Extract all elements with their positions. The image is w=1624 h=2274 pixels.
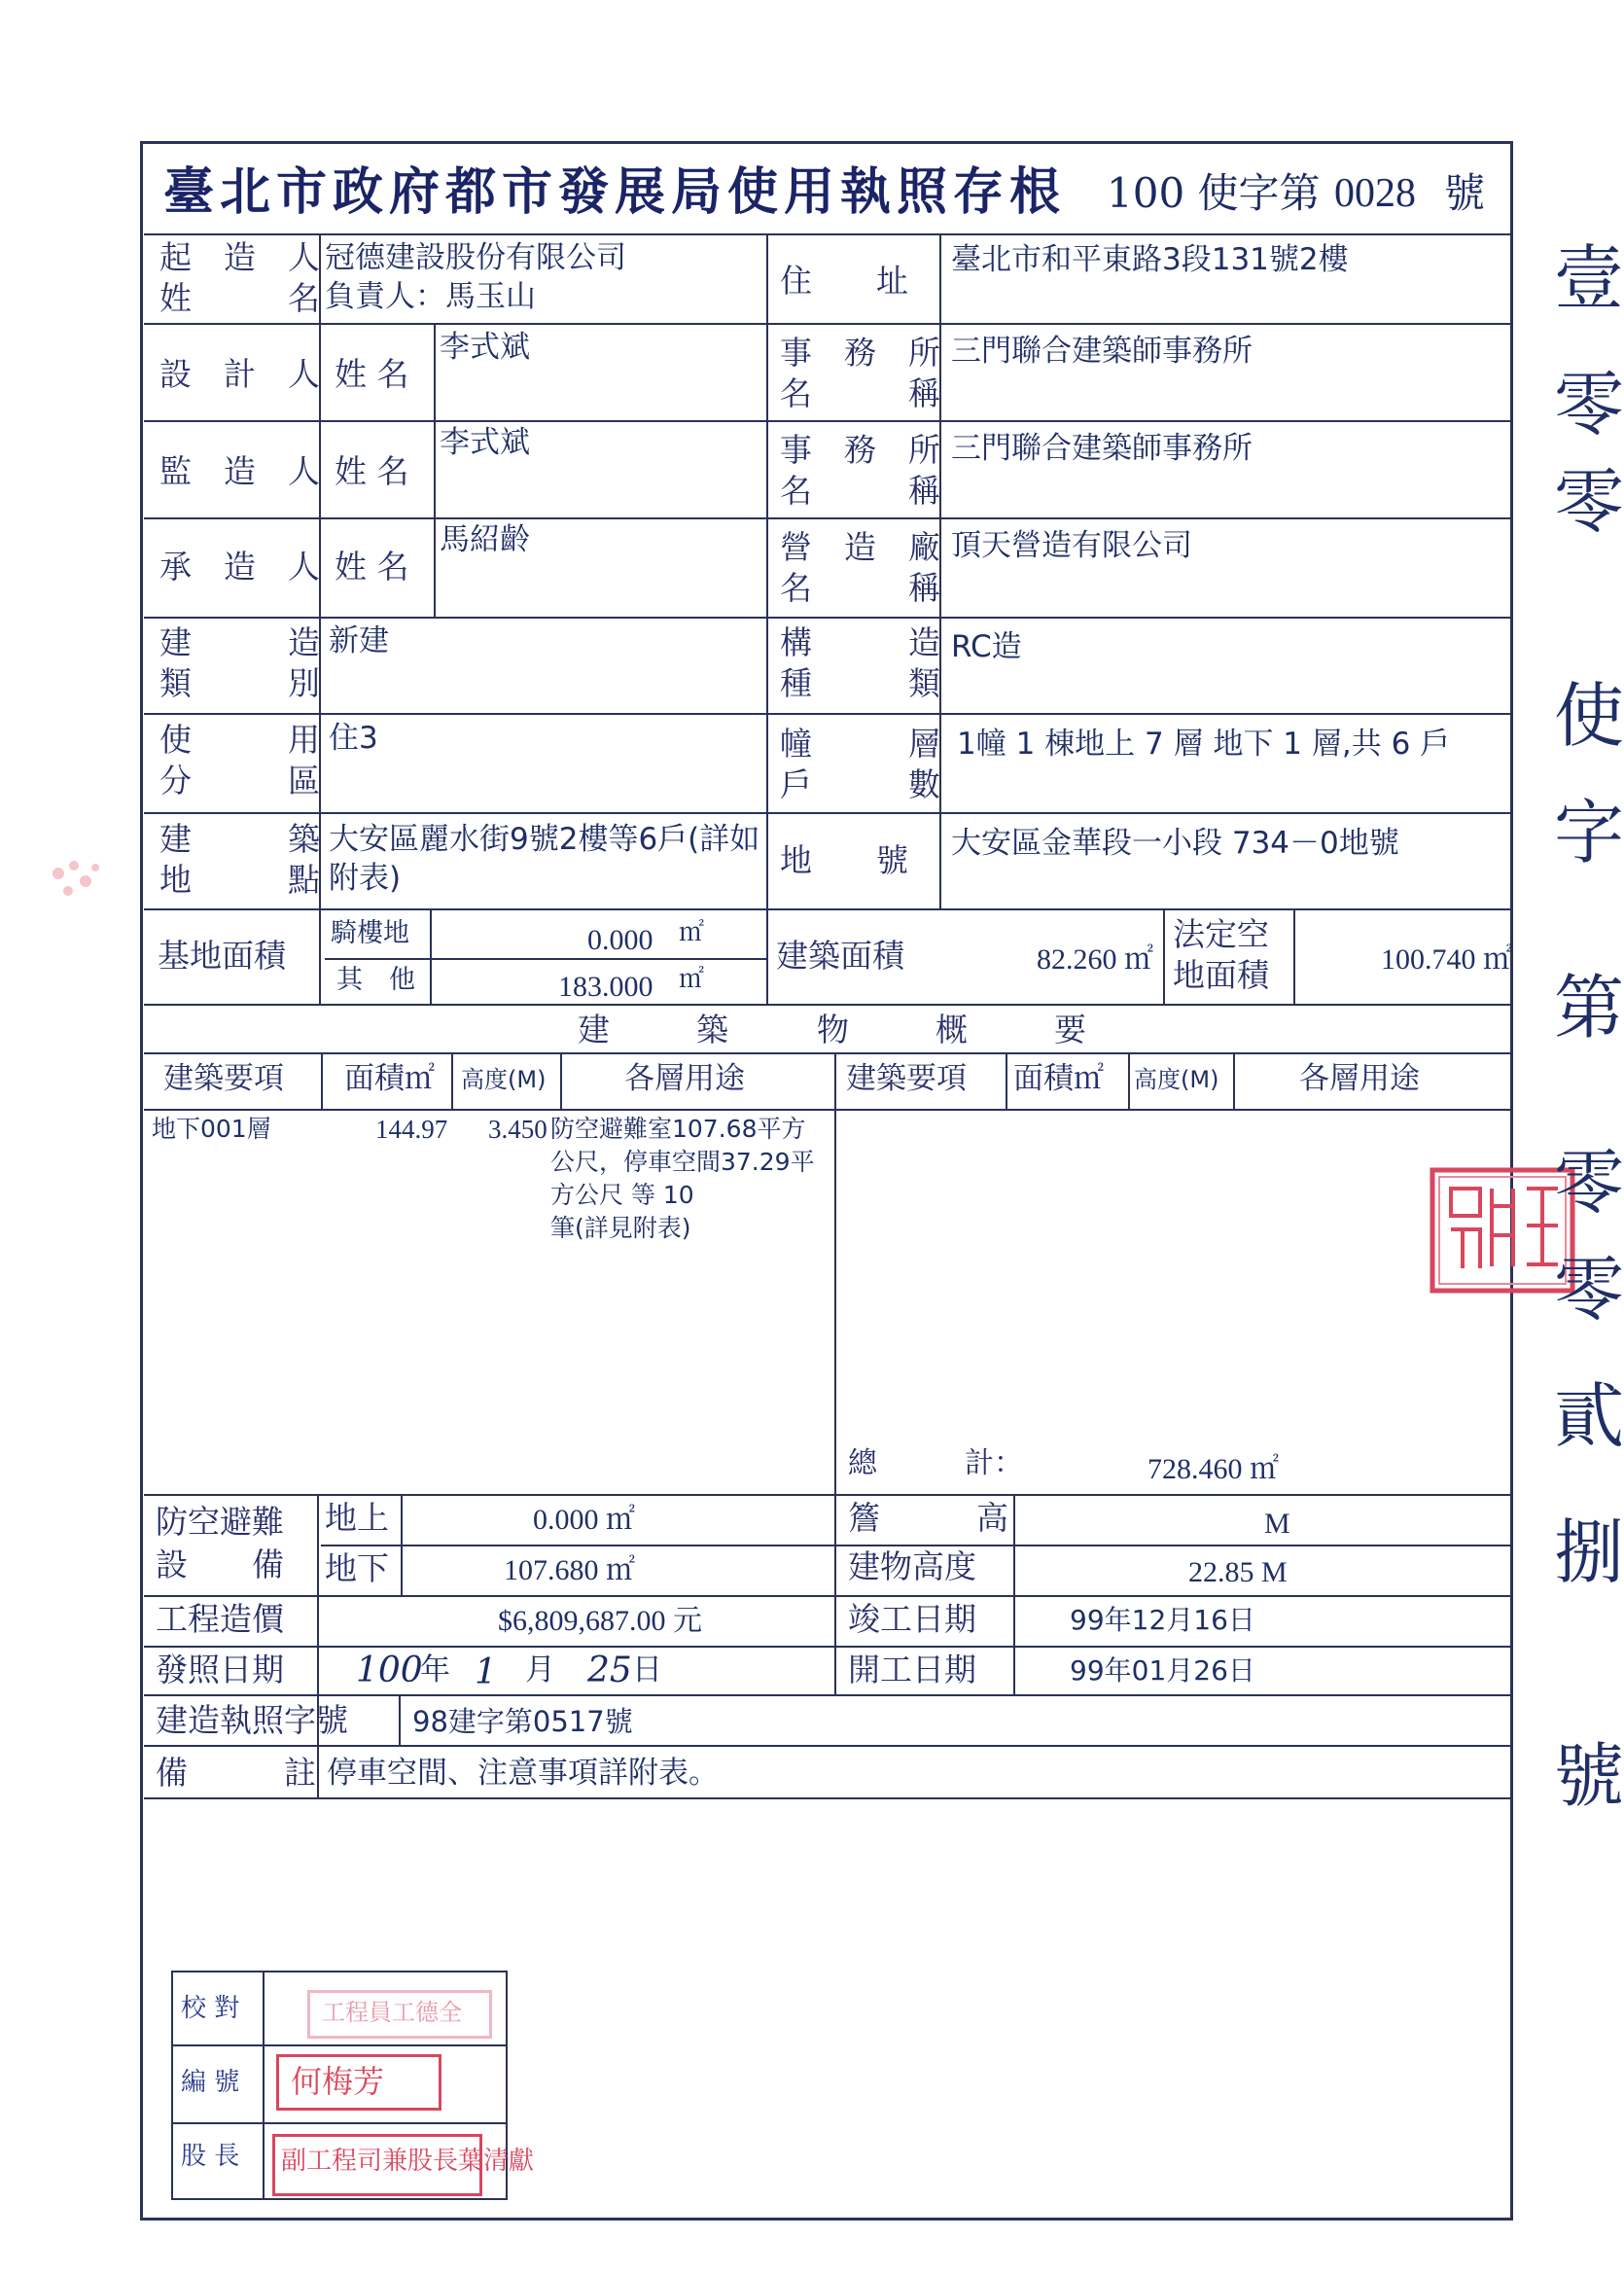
rule: [144, 1797, 1513, 1799]
rule: [560, 1052, 562, 1109]
site-address-line1: 大安區麗水街9號2樓等6戶(詳如: [329, 822, 760, 857]
column-header: 各層用途: [624, 1061, 745, 1096]
rule: [399, 1694, 401, 1745]
rule: [144, 1694, 1513, 1696]
other-unit: ㎡: [679, 965, 705, 993]
completion-label: 竣工日期: [848, 1600, 976, 1638]
rule: [171, 2122, 508, 2124]
lot-number: 大安區金華段一小段 734－0地號: [951, 826, 1399, 861]
rule: [144, 1745, 1513, 1747]
permit-value: 98建字第0517號: [412, 1705, 633, 1738]
eave-height-value: M: [1264, 1508, 1290, 1540]
cost-value: $6,809,687.00 元: [498, 1605, 702, 1637]
signoff-label-chief: 股 長: [181, 2142, 240, 2171]
rule: [1293, 908, 1295, 1004]
arcade-label: 騎樓地: [331, 918, 409, 948]
designer-label: 設 計 人: [159, 355, 320, 393]
margin-char: 捌: [1554, 1511, 1624, 1593]
supervisor-office-label-2: 名 稱: [780, 472, 940, 510]
rule: [834, 1494, 836, 1694]
other-label: 其 他: [336, 965, 415, 995]
construction-type-label-1: 建 造: [159, 623, 320, 661]
smudge-mark: [39, 844, 117, 912]
floor-height: 3.450: [488, 1115, 547, 1144]
supervisor-name: 李式斌: [440, 425, 530, 460]
contractor-firm-label-2: 名 稱: [780, 569, 940, 607]
arcade-unit: ㎡: [679, 918, 705, 946]
summary-heading-3: 物: [817, 1011, 849, 1048]
margin-char: 零: [1554, 1249, 1624, 1331]
margin-char: 零: [1554, 364, 1624, 445]
column-header: 建築要項: [846, 1061, 967, 1096]
rule: [144, 517, 1513, 519]
construction-type: 新建: [329, 623, 389, 658]
site-label-1: 建 築: [159, 820, 320, 858]
margin-char: 壹: [1554, 237, 1624, 319]
floor-area: 144.97: [375, 1115, 448, 1144]
rule: [1233, 1052, 1235, 1109]
summary-heading-4: 概: [936, 1011, 968, 1048]
rule: [325, 958, 767, 960]
permit-number-suffix: 號: [1444, 169, 1486, 217]
start-date: 99年01月26日: [1070, 1654, 1255, 1687]
number-stamp-text: 何梅芳: [291, 2063, 385, 2100]
margin-char: 號: [1554, 1735, 1624, 1817]
owner-label-2: 姓 名: [159, 279, 320, 317]
margin-char: 第: [1554, 967, 1624, 1048]
margin-char: 使: [1554, 675, 1624, 757]
rule: [317, 1494, 319, 1797]
rule: [1163, 908, 1165, 1004]
column-header: 高度(M): [461, 1066, 547, 1093]
owner-address: 臺北市和平東路3段131號2樓: [951, 242, 1349, 277]
shelter-label-2: 設 備: [156, 1546, 284, 1583]
issue-month: 1: [475, 1652, 497, 1692]
structure-label-2: 種 類: [780, 664, 940, 702]
chief-stamp-text: 副工程司兼股長葉清獻: [281, 2147, 535, 2176]
rule: [434, 323, 436, 617]
rule: [834, 1052, 836, 1494]
contractor-name: 馬紹齡: [440, 522, 530, 557]
rule: [766, 233, 768, 1004]
zone-label-2: 分 區: [159, 762, 320, 799]
floor-use-line: 筆(詳見附表): [550, 1214, 691, 1242]
rule: [430, 908, 432, 1004]
building-height-label: 建物高度: [848, 1547, 976, 1585]
rule: [144, 1494, 1513, 1496]
issue-year: 100: [356, 1651, 423, 1690]
margin-char: 零: [1554, 1142, 1624, 1224]
issue-date-label: 發照日期: [156, 1651, 284, 1688]
supervisor-name-label: 姓 名: [335, 452, 409, 490]
arcade-value: 0.000: [587, 924, 653, 956]
building-count: 1幢 1 棟地上 7 層 地下 1 層,共 6 戶: [957, 727, 1451, 762]
open-area-label-2: 地面積: [1173, 956, 1269, 994]
building-height-value: 22.85 M: [1188, 1556, 1288, 1588]
supervisor-office-label-1: 事 務 所: [780, 431, 940, 469]
column-header: 各層用途: [1299, 1061, 1420, 1096]
rule: [836, 1545, 1513, 1546]
summary-heading-1: 建: [578, 1011, 610, 1048]
floor-use-line: 公尺，停車空間37.29平: [550, 1148, 815, 1176]
rule: [321, 1052, 323, 1109]
designer-office-label-1: 事 務 所: [780, 334, 940, 372]
rule: [144, 1004, 1513, 1006]
open-area-label-1: 法定空: [1173, 915, 1269, 953]
chief-stamp: [272, 2134, 535, 2196]
open-area-value: 100.740 ㎡: [1381, 943, 1512, 976]
rule: [144, 323, 1513, 325]
remarks-label: 備 註: [156, 1754, 316, 1792]
summary-heading-2: 築: [696, 1011, 728, 1048]
zone-value: 住3: [329, 721, 378, 756]
owner-label-1: 起 造 人: [159, 238, 320, 276]
number-stamp: [276, 2054, 441, 2111]
contractor-label: 承 造 人: [159, 548, 320, 586]
rule: [1128, 1052, 1130, 1109]
shelter-below-value: 107.680 ㎡: [504, 1554, 635, 1586]
structure-type: RC造: [951, 629, 1022, 664]
rule: [144, 1052, 1513, 1054]
rule: [1013, 1494, 1015, 1694]
count-label-1: 幢 層: [780, 725, 940, 763]
rule: [144, 617, 1513, 619]
column-header: 建築要項: [163, 1061, 284, 1096]
total-label: 總 計：: [848, 1446, 1023, 1480]
column-header: 高度(M): [1134, 1066, 1219, 1093]
permit-label: 建造執照字號: [156, 1701, 348, 1739]
issue-day-suffix: 日: [632, 1652, 662, 1688]
site-address-line2: 附表): [329, 861, 402, 896]
contractor-firm: 頂天營造有限公司: [951, 528, 1192, 563]
contractor-name-label: 姓 名: [335, 548, 409, 586]
rule: [144, 420, 1513, 422]
supervisor-label: 監 造 人: [159, 452, 320, 490]
rule: [1006, 1052, 1007, 1109]
permit-number-prefix: 100 使字第: [1107, 169, 1321, 217]
rule: [451, 1052, 453, 1109]
shelter-below-label: 地下: [325, 1549, 389, 1587]
zone-label-1: 使 用: [159, 721, 320, 759]
lot-label: 地 號: [780, 841, 908, 879]
rule: [171, 2044, 508, 2046]
issue-year-suffix: 年: [420, 1652, 450, 1688]
column-header: 面積㎡: [344, 1061, 435, 1096]
building-area-label: 建築面積: [776, 937, 904, 975]
total-value: 728.460 ㎡: [1147, 1453, 1279, 1485]
designer-office-label-2: 名 稱: [780, 374, 940, 412]
rule: [321, 1545, 836, 1546]
floor-item: 地下001層: [152, 1115, 271, 1143]
shelter-above-value: 0.000 ㎡: [533, 1504, 635, 1536]
owner-company: 冠德建設股份有限公司: [325, 240, 626, 275]
rule: [144, 812, 1513, 814]
count-label-2: 戶 數: [780, 765, 940, 803]
column-header: 面積㎡: [1013, 1061, 1104, 1096]
rule: [144, 713, 1513, 715]
site-label-2: 地 點: [159, 861, 320, 899]
completion-date: 99年12月16日: [1070, 1604, 1255, 1636]
rule: [144, 1109, 1513, 1111]
remarks-value: 停車空間、注意事項詳附表。: [327, 1756, 719, 1791]
owner-representative: 負責人：馬玉山: [325, 279, 536, 314]
rule: [144, 1646, 1513, 1648]
floor-use-line: 方公尺 等 10: [550, 1181, 694, 1209]
margin-char: 貳: [1554, 1375, 1624, 1457]
designer-name-label: 姓 名: [335, 355, 409, 393]
summary-heading-5: 要: [1054, 1011, 1086, 1048]
designer-office: 三門聯合建築師事務所: [951, 334, 1253, 369]
floor-use-line: 防空避難室107.68平方: [550, 1115, 806, 1143]
construction-type-label-2: 類 別: [159, 664, 320, 702]
permit-number: 0028: [1334, 171, 1416, 216]
other-value: 183.000: [558, 971, 653, 1003]
form-title: 臺北市政府都市發展局使用執照存根: [163, 162, 1067, 222]
issue-day: 25: [587, 1651, 632, 1690]
supervisor-office: 三門聯合建築師事務所: [951, 431, 1253, 466]
rule: [263, 1971, 265, 2200]
cost-label: 工程造價: [156, 1600, 284, 1638]
margin-char: 零: [1554, 461, 1624, 543]
margin-vertical-text: [1540, 0, 1624, 2274]
rule: [144, 1595, 1513, 1597]
signoff-label-number: 編 號: [181, 2068, 240, 2097]
rule: [144, 233, 1513, 235]
rule: [401, 1494, 403, 1595]
base-area-label: 基地面積: [158, 937, 286, 975]
building-area-value: 82.260 ㎡: [1037, 943, 1153, 976]
shelter-label-1: 防空避難: [156, 1503, 284, 1541]
designer-name: 李式斌: [440, 330, 530, 365]
signoff-label-proofread: 校 對: [181, 1994, 240, 2023]
proofread-stamp-text: 工程員工德全: [322, 1999, 462, 2026]
rule: [144, 908, 1513, 910]
eave-height-label: 簷 高: [848, 1499, 1008, 1537]
address-label: 住 址: [780, 262, 908, 300]
structure-label-1: 構 造: [780, 623, 940, 661]
issue-month-suffix: 月: [525, 1652, 555, 1688]
margin-char: 字: [1554, 792, 1624, 873]
shelter-above-label: 地上: [325, 1499, 389, 1537]
contractor-firm-label-1: 營 造 廠: [780, 528, 940, 566]
start-date-label: 開工日期: [848, 1651, 976, 1688]
proofread-stamp: [307, 1990, 492, 2039]
